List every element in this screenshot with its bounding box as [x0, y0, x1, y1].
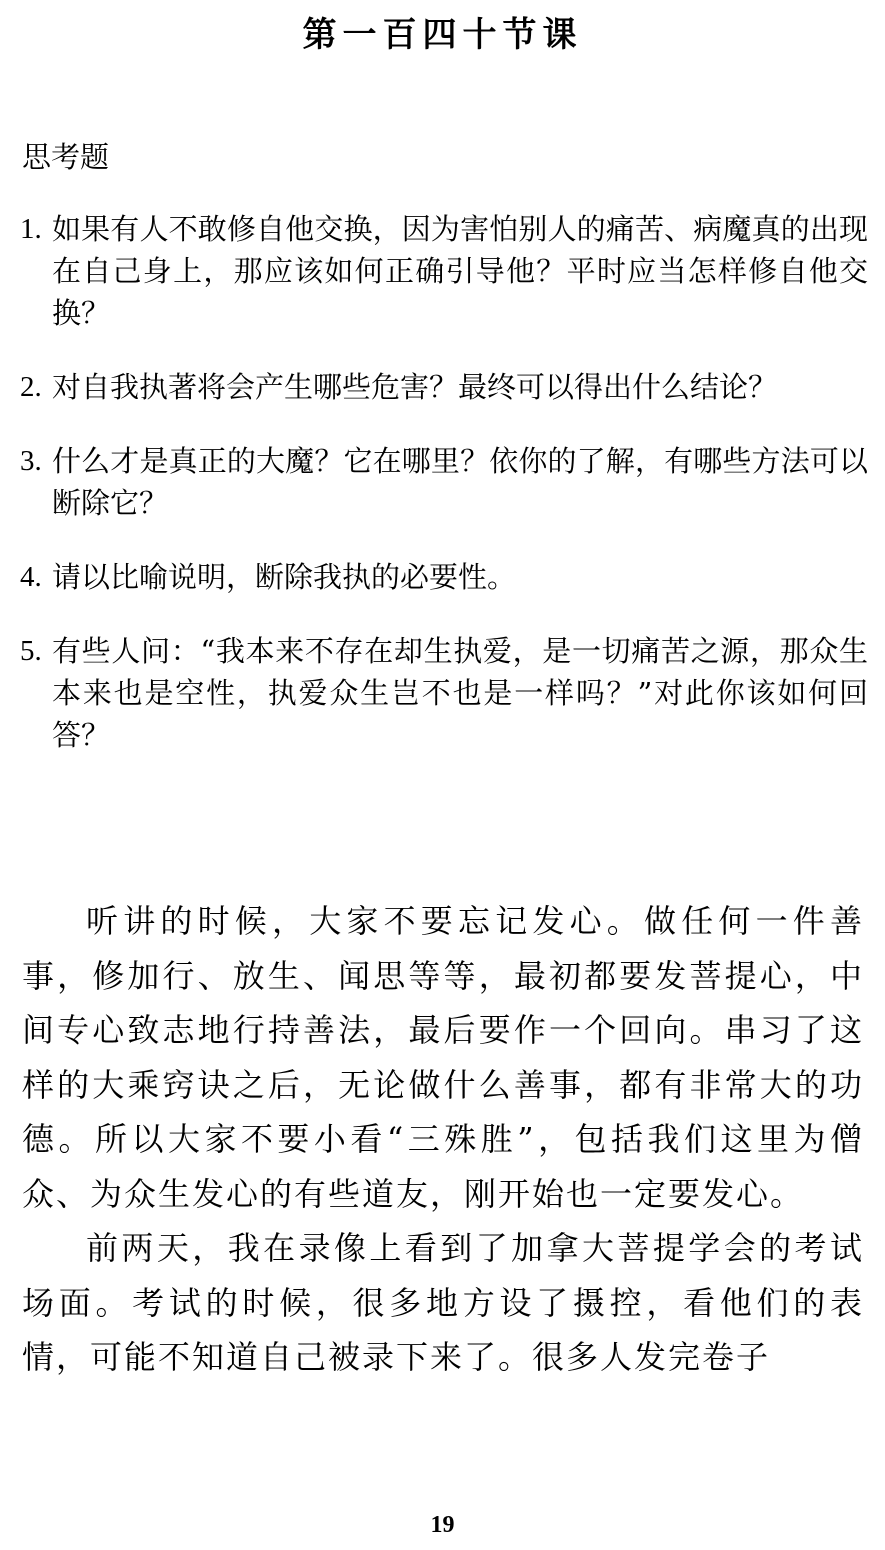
page-title: 第一百四十节课 — [302, 15, 583, 55]
question-item — [20, 208, 868, 334]
question-text: 请以比喻说明，断除我执的必要性。 — [52, 560, 517, 594]
question-item — [20, 556, 868, 598]
page-number: 19 — [430, 1512, 455, 1538]
body-paragraph: 听讲的时候，大家不要忘记发心。做任何一件善事，修加行、放生、闻思等等，最初都要发菩提心，中间专心致志地行持善法，最后要作一个回向。串习了这样的大乘窍诀之后，无论做什么善事，都有非常大的功德。所以大家不要小看“三殊胜”，包括我们这里为僧众、为众生发心的有些道友，刚开始也一定要发心。 — [22, 902, 864, 1213]
question-item — [20, 440, 868, 524]
question-number: 1. — [20, 213, 42, 245]
body-text — [22, 894, 864, 1385]
question-text: 有些人问：“我本来不存在却生执爱，是一切痛苦之源，那众生本来也是空性，执爱众生岂不也是一样吗？”对此你该如何回答？ — [52, 634, 868, 752]
question-text: 什么才是真正的大魔？它在哪里？依你的了解，有哪些方法可以断除它？ — [52, 444, 868, 520]
question-text: 如果有人不敢修自他交换，因为害怕别人的痛苦、病魔真的出现在自己身上，那应该如何正确引导他？平时应当怎样修自他交换？ — [52, 212, 868, 330]
question-text: 对自我执著将会产生哪些危害？最终可以得出什么结论？ — [52, 370, 778, 404]
section-heading: 思考题 — [22, 140, 110, 174]
question-number: 5. — [20, 635, 42, 667]
body-paragraph: 前两天，我在录像上看到了加拿大菩提学会的考试场面。考试的时候，很多地方设了摄控，看他们的表情，可能不知道自己被录下来了。很多人发完卷子 — [22, 1229, 864, 1376]
question-list — [20, 208, 868, 788]
question-number: 4. — [20, 561, 42, 593]
question-number: 2. — [20, 371, 42, 403]
question-number: 3. — [20, 445, 42, 477]
question-item — [20, 630, 868, 756]
question-item — [20, 366, 868, 408]
